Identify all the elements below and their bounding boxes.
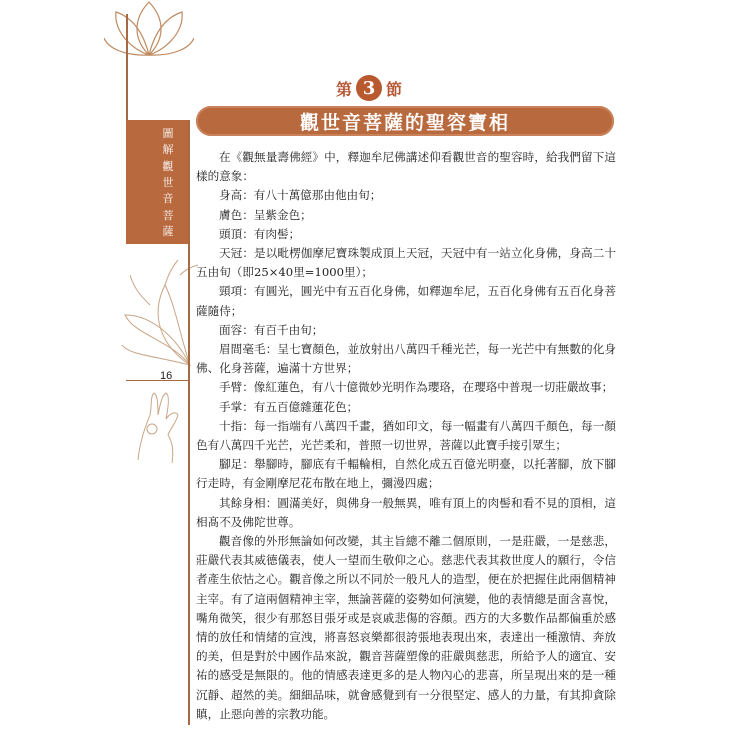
list-item: 身高：有八十萬億那由他由旬；: [219, 188, 382, 203]
list-item: 眉間毫毛：呈七寶顏色，並放射出八萬四千種光芒，每一光芒中有無數的化身佛、化身菩薩，遍滿十方世界；: [196, 342, 616, 376]
side-tab-char: 菩: [162, 208, 174, 222]
section-suffix: 節: [386, 79, 403, 99]
side-tab-char: 音: [162, 192, 174, 206]
section-number-badge: 3: [356, 75, 382, 101]
side-tab-char: 解: [162, 143, 174, 157]
section-prefix: 第: [336, 79, 353, 99]
side-tab-char: 薩: [162, 224, 174, 238]
chapter-title: 觀世音菩薩的聖容寶相: [299, 111, 510, 134]
frame-line-footer: [126, 380, 188, 381]
frame-line-top: [126, 14, 128, 120]
page-number: 16: [160, 370, 173, 382]
section-heading: [336, 70, 402, 106]
list-item: 其餘身相：圓滿美好，與佛身一般無異，唯有頂上的肉髻和看不見的頂相，這相髙不及佛陀世尊。: [196, 495, 616, 529]
list-item: 頭頂：有肉髻；: [219, 226, 301, 241]
list-item: 膚色：呈紫金色；: [219, 207, 312, 222]
list-item: 手掌：有五百億雜蓮花色；: [219, 399, 359, 414]
lotus-decoration-top-icon: [104, 0, 194, 60]
intro-paragraph: 在《觀無量壽佛經》中，釋迦牟尼佛講述仰看觀世音的聖容時，給我們留下這樣的意象：: [196, 150, 616, 184]
conclusion-paragraph: 觀音像的外形無論如何改變，其主旨總不離二個原則，一是莊嚴，一是慈悲，莊嚴代表其威德儀表，使人一望而生敬仰之心。慈悲代表其救世度人的願行，令信者產生依怙之心。觀音像之所以不同於一般凡人的造型，便在於把握住此兩個精神主宰。有了這兩個精神主宰，無論菩薩的姿勢如何演變，他的表情總是面含喜悅，嘴角微笑，很少有那怒目張牙或是哀戚悲傷的容顏。西方的大多數作品都偏重於感情的放任和情緒的宣洩，將喜怒哀樂都很誇張地表現出來，表達出一種激情、奔放的美，但是對於中國作品來說，觀音菩薩塑像的莊嚴與慈悲，所給予人的適宜、安祐的感受是無限的。他的情感表達更多的是人物內心的悲喜，所呈現出來的是一種沉靜、超然的美。細細品味，就會感覺到有一分很堅定、感人的力量，有其抑貪除瞋，止惡向善的宗教功能。: [196, 534, 616, 721]
list-item: 頸項：有圓光，圓光中有五百化身佛，如釋迦牟尼，五百化身佛有五百化身菩薩隨侍；: [196, 284, 616, 318]
side-tab: [148, 127, 188, 239]
list-item: 腳足：舉腳時，腳底有千輻輪相，自然化成五百億光明臺，以托著腳，放下腳行走時，有金剛摩尼花布散在地上，彌漫四處；: [196, 457, 616, 491]
list-item: 十指：每一指端有八萬四千畫，猶如印文，每一幅畫有八萬四千顏色，每一顏色有八萬四千光芒，光芒柔和，普照一切世界，菩薩以此寶手接引眾生；: [196, 418, 616, 453]
body-text: [196, 148, 616, 724]
side-tab-char: 觀: [162, 159, 174, 173]
hand-mudra-decoration-icon: [128, 385, 188, 465]
list-item: 天冠：是以毗楞伽摩尼寶珠製成頂上天冠，天冠中有一站立化身佛，身高二十五由旬（即25×40里=1000里）；: [196, 246, 616, 280]
chapter-title-banner: [196, 106, 614, 136]
list-item: 手臂：像紅蓮色，有八十億微妙光明作為瓔珞，在瓔珞中普現一切莊嚴故事；: [219, 380, 614, 395]
side-tab-char: 世: [162, 175, 174, 189]
list-item: 面容：有百千由旬；: [219, 322, 324, 337]
side-tab-char: 圖: [162, 127, 174, 140]
frame-line-vertical: [188, 120, 190, 725]
